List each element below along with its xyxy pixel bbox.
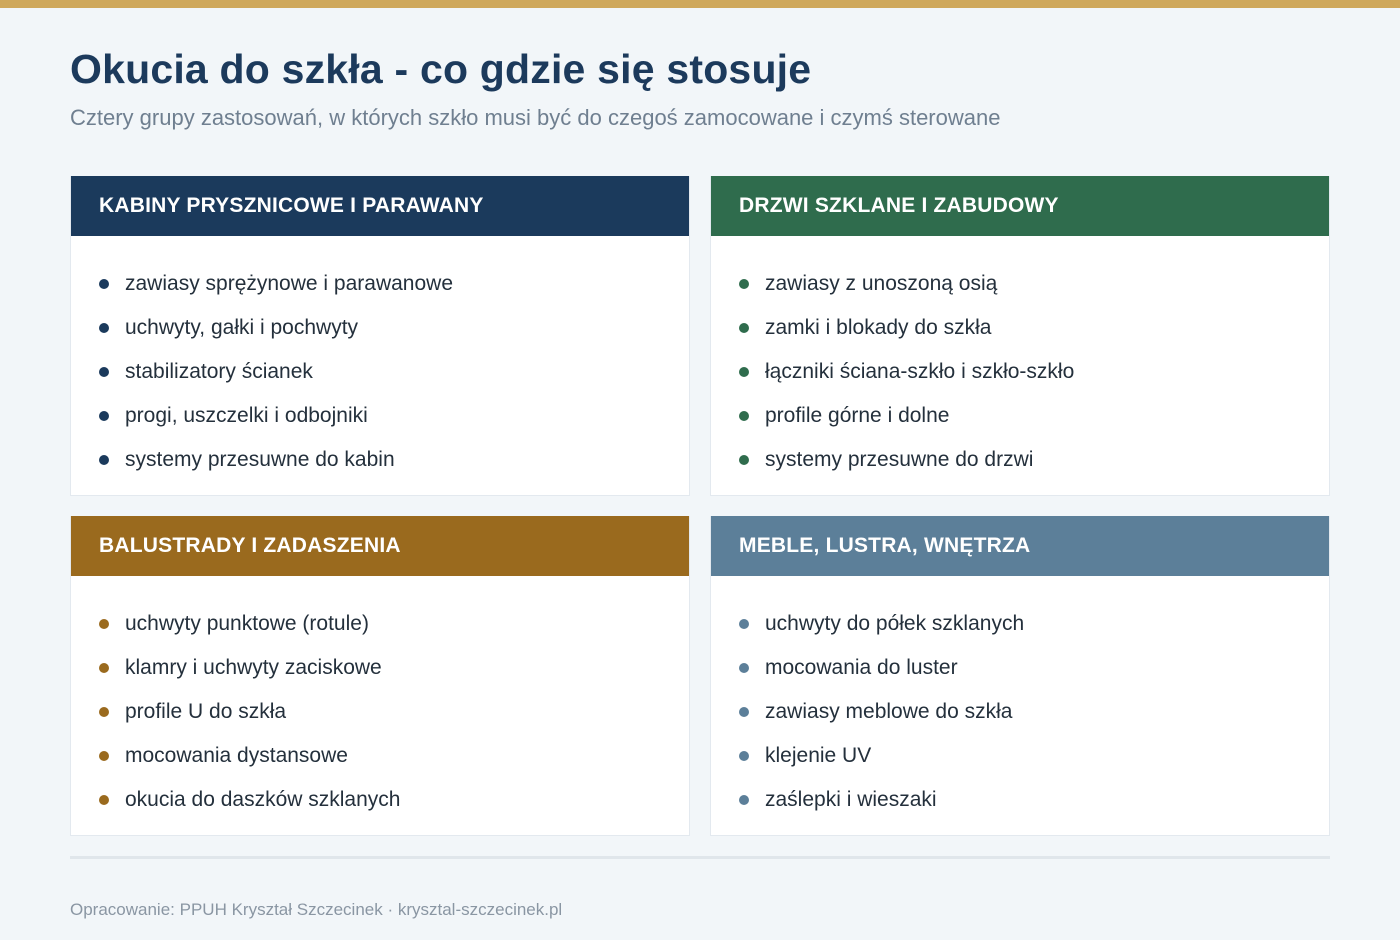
top-accent-bar	[0, 0, 1400, 8]
list-item	[99, 646, 689, 690]
list-item	[99, 394, 689, 438]
list-item	[99, 734, 689, 778]
card-item-list	[71, 236, 689, 482]
card-header: DRZWI SZKLANE I ZABUDOWY	[711, 176, 1329, 236]
list-item-text: uchwyty do półek szklanych	[765, 612, 1025, 635]
list-item-text: klamry i uchwyty zaciskowe	[125, 656, 382, 679]
list-item	[739, 306, 1329, 350]
list-item	[739, 646, 1329, 690]
bullet-dot	[99, 411, 109, 421]
list-item-text: zawiasy z unoszoną osią	[765, 272, 998, 295]
card-furniture-mirrors	[710, 516, 1330, 836]
list-item-text: zaślepki i wieszaki	[765, 788, 937, 811]
card-header: KABINY PRYSZNICOWE I PARAWANY	[71, 176, 689, 236]
list-item-text: zawiasy sprężynowe i parawanowe	[125, 272, 453, 295]
page-title: Okucia do szkła - co gdzie się stosuje	[70, 46, 812, 92]
card-glass-doors	[710, 176, 1330, 496]
card-item-list	[711, 576, 1329, 822]
bullet-dot	[99, 751, 109, 761]
list-item-text: profile U do szkła	[125, 700, 287, 723]
list-item-text: zamki i blokady do szkła	[765, 316, 992, 339]
bullet-dot	[99, 367, 109, 377]
list-item	[739, 350, 1329, 394]
bullet-dot	[99, 795, 109, 805]
card-balustrades	[70, 516, 690, 836]
list-item-text: mocowania do luster	[765, 656, 958, 679]
page-subtitle: Cztery grupy zastosowań, w których szkło musi być do czegoś zamocowane i czymś sterowane	[70, 105, 1001, 130]
bullet-dot	[99, 663, 109, 673]
bullet-dot	[739, 795, 749, 805]
bullet-dot	[739, 619, 749, 629]
list-item	[739, 602, 1329, 646]
list-item-text: progi, uszczelki i odbojniki	[125, 404, 368, 427]
list-item	[99, 350, 689, 394]
card-item-list	[711, 236, 1329, 482]
list-item	[99, 262, 689, 306]
list-item-text: mocowania dystansowe	[125, 744, 348, 767]
bullet-dot	[739, 663, 749, 673]
list-item	[99, 690, 689, 734]
list-item-text: uchwyty, gałki i pochwyty	[125, 316, 359, 339]
footer-divider	[70, 856, 1330, 859]
bullet-dot	[739, 323, 749, 333]
card-item-list	[71, 576, 689, 822]
card-shower-cabins	[70, 176, 690, 496]
bullet-dot	[99, 323, 109, 333]
list-item	[99, 438, 689, 482]
list-item	[739, 262, 1329, 306]
bullet-dot	[739, 707, 749, 717]
category-grid	[70, 176, 1330, 836]
list-item	[739, 438, 1329, 482]
list-item-text: stabilizatory ścianek	[125, 360, 313, 383]
list-item	[739, 394, 1329, 438]
list-item	[99, 602, 689, 646]
list-item-text: profile górne i dolne	[765, 404, 950, 427]
list-item-text: systemy przesuwne do drzwi	[765, 448, 1034, 471]
list-item	[739, 690, 1329, 734]
list-item-text: łączniki ściana-szkło i szkło-szkło	[765, 360, 1075, 383]
list-item	[739, 734, 1329, 778]
bullet-dot	[739, 411, 749, 421]
bullet-dot	[99, 279, 109, 289]
list-item-text: zawiasy meblowe do szkła	[765, 700, 1013, 723]
list-item	[739, 778, 1329, 822]
bullet-dot	[99, 455, 109, 465]
list-item	[99, 778, 689, 822]
list-item-text: klejenie UV	[765, 744, 872, 767]
bullet-dot	[99, 619, 109, 629]
card-header: MEBLE, LUSTRA, WNĘTRZA	[711, 516, 1329, 576]
card-header: BALUSTRADY I ZADASZENIA	[71, 516, 689, 576]
bullet-dot	[739, 455, 749, 465]
list-item-text: uchwyty punktowe (rotule)	[125, 612, 369, 635]
footer-credit: Opracowanie: PPUH Kryształ Szczecinek · krysztal-szczecinek.pl	[70, 900, 563, 919]
list-item	[99, 306, 689, 350]
bullet-dot	[739, 279, 749, 289]
list-item-text: systemy przesuwne do kabin	[125, 448, 395, 471]
bullet-dot	[739, 367, 749, 377]
list-item-text: okucia do daszków szklanych	[125, 788, 401, 811]
bullet-dot	[739, 751, 749, 761]
bullet-dot	[99, 707, 109, 717]
